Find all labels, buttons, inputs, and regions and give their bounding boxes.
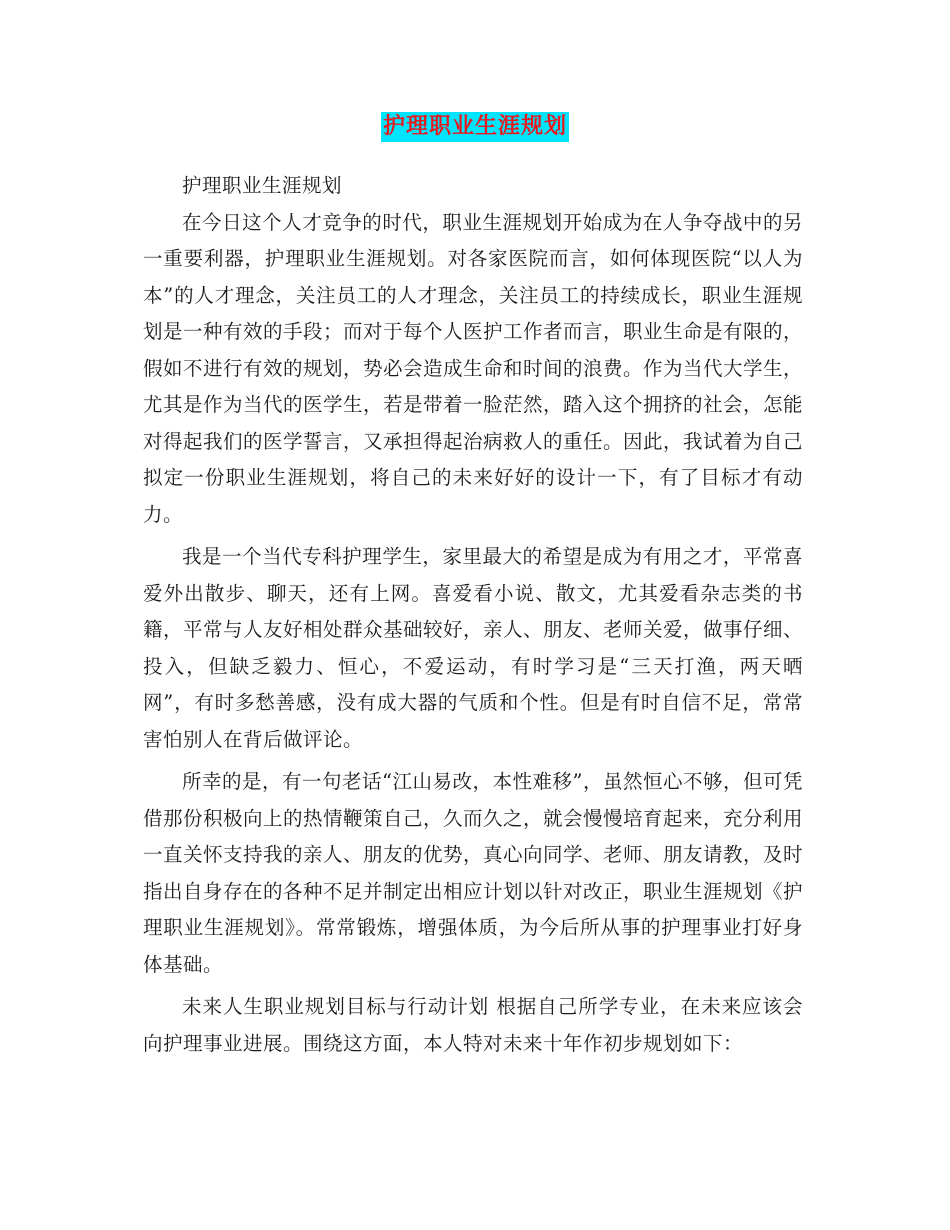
paragraph: 在今日这个人才竞争的时代，职业生涯规划开始成为在人争夺战中的另一重要利器，护理职业生涯规划。对各家医院而言，如何体现医院“以人为本”的人才理念，关注员工的人才理念，关注员工的持续成长，职业生涯规划是一种有效的手段；而对于每个人医护工作者而言，职业生命是有限的，假如不进行有效的规划，势必会造成生命和时间的浪费。作为当代大学生，尤其是作为当代的医学生，若是带着一脸茫然，踏入这个拥挤的社会，怎能对得起我们的医学誓言，又承担得起治病救人的重任。因此，我试着为自己拟定一份职业生涯规划，将自己的未来好好的设计一下，有了目标才有动力。 <box>143 210 804 526</box>
document-body <box>143 168 803 1068</box>
document-subtitle: 护理职业生涯规划 <box>182 174 343 197</box>
paragraph: 所幸的是，有一句老话“江山易改，本性难移”，虽然恒心不够，但可凭借那份积极向上的热情鞭策自己，久而久之，就会慢慢培育起来，充分利用一直关怀支持我的亲人、朋友的优势，真心向同学、老师、朋友请教，及时指出自身存在的各种不足并制定出相应计划以针对改正，职业生涯规划《护理职业生涯规划》。常常锻炼，增强体质，为今后所从事的护理事业打好身体基础。 <box>143 770 804 976</box>
document-title: 护理职业生涯规划 <box>381 112 569 142</box>
paragraph: 我是一个当代专科护理学生，家里最大的希望是成为有用之才，平常喜爱外出散步、聊天，还有上网。喜爱看小说、散文，尤其爱看杂志类的书籍，平常与人友好相处群众基础较好，亲人、朋友、老师关爱，做事仔细、投入，但缺乏毅力、恒心，不爱运动，有时学习是“三天打渔，两天晒网”，有时多愁善感，没有成大器的气质和个性。但是有时自信不足，常常害怕别人在背后做评论。 <box>143 545 804 751</box>
paragraph: 未来人生职业规划目标与行动计划 根据自己所学专业，在未来应该会向护理事业进展。围绕这方面，本人特对未来十年作初步规划如下： <box>143 995 803 1055</box>
title-container <box>0 112 950 142</box>
